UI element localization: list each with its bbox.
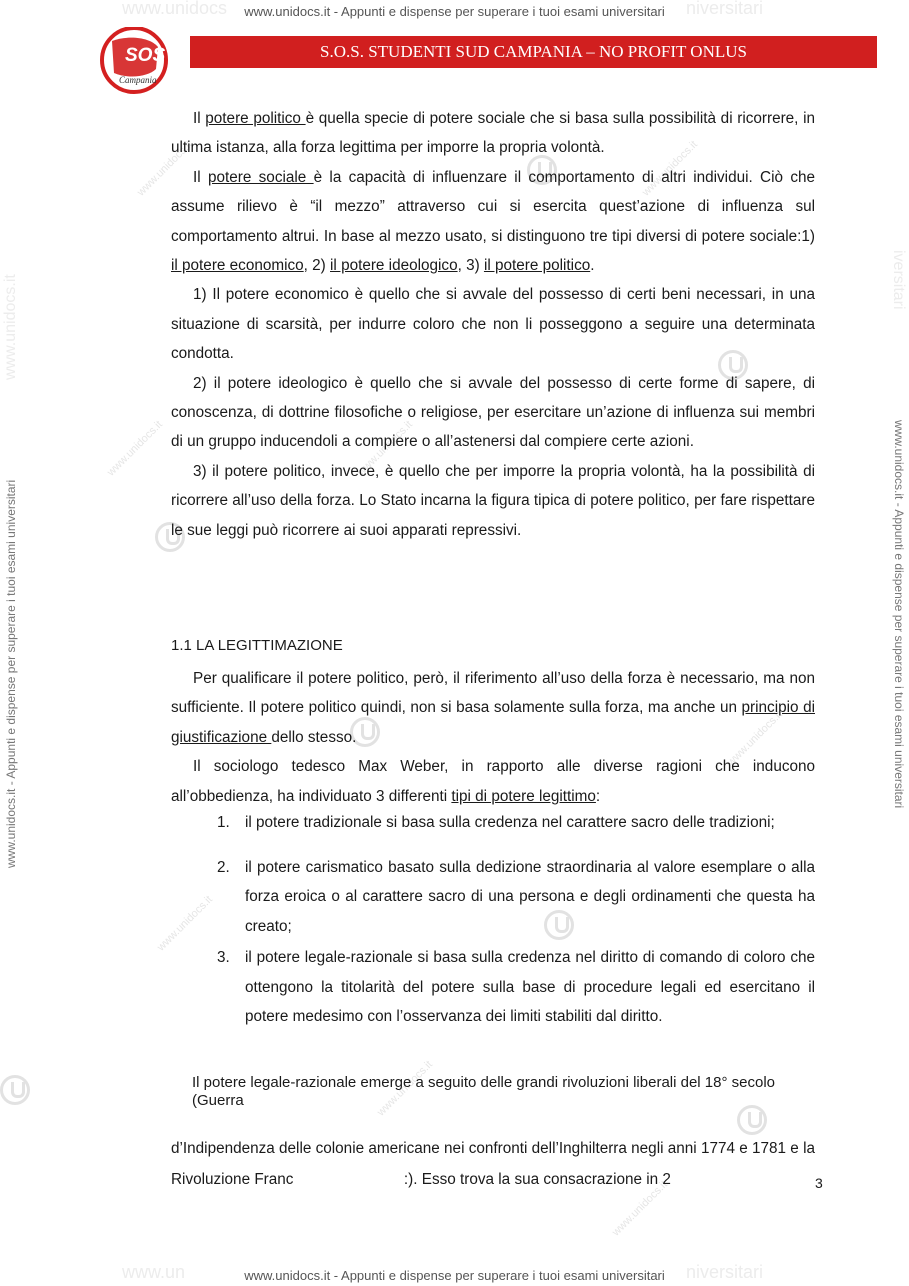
closing-line: Il potere legale-razionale emerge a seguito delle grandi rivoluzioni liberali del 18° secolo (Guerra (192, 1074, 776, 1109)
list-item: 1. il potere tradizionale si basa sulla credenza nel carattere sacro delle tradizioni; (217, 814, 775, 831)
section-text (171, 664, 815, 811)
diagonal-watermark: www.unidocs.it (155, 893, 215, 954)
section-heading: 1.1 LA LEGITTIMAZIONE (171, 637, 343, 654)
paragraph-legitimation: Per qualificare il potere politico, però, il riferimento all’uso della forza è necessario, ma non sufficiente. Il potere politico quindi, non si basa solamente sulla forza, ma anche un principio di giustificazione dello stesso. (171, 670, 815, 746)
watermark-side-right: www.unidocs.it - Appunti e dispense per superare i tuoi esami universitari (892, 420, 906, 809)
term-political-power: potere politico (205, 110, 306, 127)
term-justification-principle: principio di giustificazione (171, 699, 815, 746)
paragraph-ideological-power: 2) il potere ideologico è quello che si avvale del possesso di certe forme di sapere, di conoscenza, di dottrine filosofiche o religiose, per esercitare un’azione di influenza sui membri di un gruppo inducendoli a compiere o all’astenersi dal compiere certe azioni. (171, 374, 815, 451)
intro-text (171, 104, 815, 545)
paragraph-social-power: Il potere sociale è la capacità di influenzare il comportamento di altri individui. Ciò che assume rilievo è “il mezzo” attraverso cui si esercita quest’azione di influenza sul comportamento altrui. In base al mezzo usato, si distinguono tre tipi diversi di potere sociale:1) il potere economico, 2) il potere ideologico, 3) il potere politico. (171, 168, 815, 275)
sos-logo (98, 27, 174, 97)
ghost-watermark-side-left: www.unidocs.it (2, 274, 19, 380)
paragraph-economic-power: 1) Il potere economico è quello che si avvale del possesso di certi beni necessari, in una situazione di scarsità, per indurre coloro che non li posseggono a seguire una determinata condotta. (171, 286, 815, 363)
term-political-power-2: il potere politico (483, 257, 591, 275)
paragraph-political-power-force: 3) il potere politico, invece, è quello che per imporre la propria volontà, ha la possibilità di ricorrere all’uso della forza. Lo Stato incarna la figura tipica di potere politico, per fare rispettare le sue leggi può ricorrere ai suoi apparati repressivi. (171, 462, 815, 539)
term-economic-power: il potere economico (171, 257, 304, 275)
ghost-watermark-top-right: niversitari (686, 0, 764, 18)
diagonal-watermark: www.unidocs.it (610, 1178, 670, 1239)
term-ideological-power: il potere ideologico (330, 257, 458, 275)
ghost-watermark-top: www.unidocs (122, 0, 228, 18)
legitimate-power-list (171, 814, 815, 1031)
diagonal-watermark: www.unidocs.it (640, 138, 700, 199)
ghost-watermark-bottom-right: niversitari (686, 1262, 764, 1282)
list-item: 3. il potere legale-razionale si basa sulla credenza nel diritto di comando di coloro che ottengono la titolarità del potere sulla base di procedure legali ed esercitano il potere medesimo con l’osservanza dei limiti stabiliti dal diritto. (217, 949, 815, 1026)
closing-paragraph: d’Indipendenza delle colonie americane nei confronti dell’Inghilterra negli anni 1774 e 1781 e la Rivoluzione Franc :). Esso trova la sua consacrazione in 2 (171, 1140, 815, 1188)
watermark-bottom: www.unidocs.it - Appunti e dispense per superare i tuoi esami universitari (244, 1268, 665, 1283)
term-legitimate-power-types: tipi di potere legittimo (451, 787, 596, 805)
page-header: S.O.S. STUDENTI SUD CAMPANIA – NO PROFIT ONLUS (190, 36, 877, 68)
diagonal-watermark: www.unidocs.it (135, 138, 195, 199)
logo-title: SOS (125, 45, 166, 66)
logo-subtitle: Campania (119, 75, 157, 85)
list-item: 2. il potere carismatico basato sulla dedizione straordinaria al valore esemplare o alla forza eroica o al carattere sacro di una persona e degli ordinamenti che questa ha creato; (217, 859, 815, 935)
paragraph-weber: Il sociologo tedesco Max Weber, in rapporto alle diverse ragioni che inducono all’obbedienza, ha individuato 3 differenti tipi di potere legittimo: (171, 758, 815, 805)
ghost-watermark-side-right: iversitari (890, 250, 907, 310)
diagonal-watermark: www.unidocs.it (355, 418, 415, 479)
ghost-watermark-bottom: www.un (122, 1262, 186, 1282)
diagonal-watermark: www.unidocs.it (375, 1058, 435, 1119)
term-social-power: potere sociale (207, 168, 314, 186)
watermark-stamp-icon (0, 1075, 30, 1105)
watermark-side-left: www.unidocs.it - Appunti e dispense per superare i tuoi esami universitari (4, 479, 18, 868)
page-number: 3 (815, 1175, 823, 1191)
diagonal-watermark: www.unidocs.it (105, 418, 165, 479)
diagonal-watermark: www.unidocs.it (725, 708, 785, 769)
watermark-top: www.unidocs.it - Appunti e dispense per superare i tuoi esami universitari (244, 4, 665, 19)
paragraph-political-power: Il potere politico è quella specie di potere sociale che si basa sulla possibilità di ricorrere, in ultima istanza, alla forza legittima per imporre la propria volontà. (171, 110, 815, 157)
